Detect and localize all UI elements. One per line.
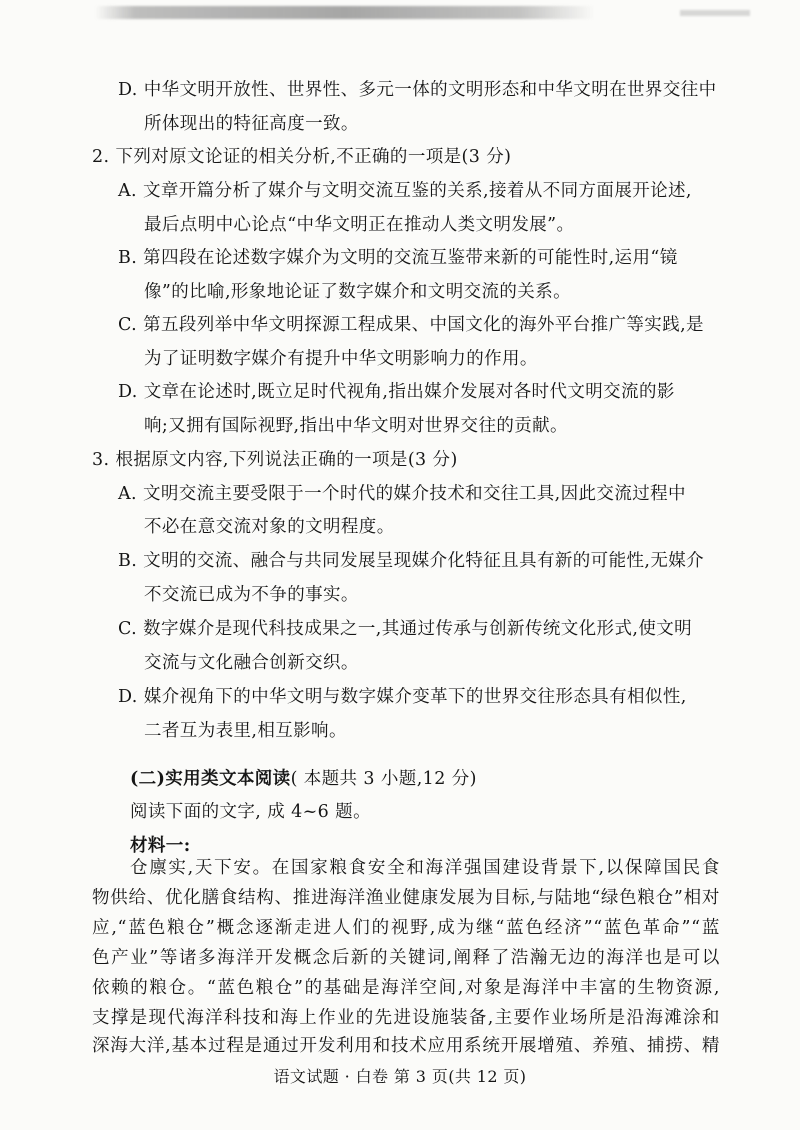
section2-instruction: 阅读下面的文字, 成 4~6 题。 xyxy=(130,802,371,822)
q3-option-b-line1: B. 文明的交流、融合与共同发展呈现媒介化特征且具有新的可能性,无媒介 xyxy=(118,551,705,571)
q2-stem: 2. 下列对原文论证的相关分析,不正确的一项是(3 分) xyxy=(92,147,512,167)
q2-option-b-line2: 像”的比喻,形象地论证了数字媒介和文明交流的关系。 xyxy=(144,282,572,302)
material-para-line3: 应,“蓝色粮仓”概念逐渐走进人们的视野,成为继“蓝色经济”“蓝色革命”“蓝 xyxy=(92,918,720,938)
scan-artifact xyxy=(95,6,595,19)
q2-option-c-line2: 为了证明数字媒介有提升中华文明影响力的作用。 xyxy=(144,349,538,369)
material-para-line4: 色产业”等诸多海洋开发概念后新的关键词,阐释了浩瀚无边的海洋也是可以 xyxy=(92,948,720,968)
q1-option-d-line2: 所体现出的特征高度一致。 xyxy=(144,114,359,134)
q3-option-b-line2: 不交流已成为不争的事实。 xyxy=(144,585,359,605)
q3-option-d-line2: 二者互为表里,相互影响。 xyxy=(144,721,347,741)
q3-option-a-line2: 不必在意交流对象的文明程度。 xyxy=(144,517,395,537)
q1-option-d-line1: D. 中华文明开放性、世界性、多元一体的文明形态和中华文明在世界交往中 xyxy=(118,80,717,100)
q3-option-c-line2: 交流与文化融合创新交织。 xyxy=(144,653,359,673)
material-para-line7: 深海大洋,基本过程是通过开发利用和技术应用系统开展增殖、养殖、捕捞、精 xyxy=(92,1036,720,1056)
section2-title: (二)实用类文本阅读 xyxy=(130,769,291,789)
q3-stem: 3. 根据原文内容,下列说法正确的一项是(3 分) xyxy=(92,450,458,470)
q2-option-a-line1: A. 文章开篇分析了媒介与文明交流互鉴的关系,接着从不同方面展开论述, xyxy=(118,181,692,201)
scan-artifact-2 xyxy=(680,10,750,16)
material-para-line5: 依赖的粮仓。“蓝色粮仓”的基础是海洋空间,对象是海洋中丰富的生物资源, xyxy=(92,978,720,998)
material-para-line1: 仓廪实,天下安。在国家粮食安全和海洋强国建设背景下,以保障国民食 xyxy=(130,858,720,878)
q3-option-c-line1: C. 数字媒介是现代科技成果之一,其通过传承与创新传统文化形式,使文明 xyxy=(118,619,693,639)
q3-option-a-line1: A. 文明交流主要受限于一个时代的媒介技术和交往工具,因此交流过程中 xyxy=(118,484,686,504)
material-para-line2: 物供给、优化膳食结构、推进海洋渔业健康发展为目标,与陆地“绿色粮仓”相对 xyxy=(92,888,720,908)
q2-option-b-line1: B. 第四段在论述数字媒介为文明的交流互鉴带来新的可能性时,运用“镜 xyxy=(118,248,678,268)
q3-option-d-line1: D. 媒介视角下的中华文明与数字媒介变革下的世界交往形态具有相似性, xyxy=(118,687,687,707)
material-para-line6: 支撑是现代海洋科技和海上作业的先进设施装备,主要作业场所是沿海滩涂和 xyxy=(92,1008,720,1028)
q2-option-c-line1: C. 第五段列举中华文明探源工程成果、中国文化的海外平台推广等实践,是 xyxy=(118,315,704,335)
q2-option-a-line2: 最后点明中心论点“中华文明正在推动人类文明发展”。 xyxy=(144,215,575,235)
material-label: 材料一: xyxy=(130,836,191,856)
section2-title-suffix: ( 本题共 3 小题,12 分) xyxy=(290,769,477,789)
q2-option-d-line1: D. 文章在论述时,既立足时代视角,指出媒介发展对各时代文明交流的影 xyxy=(118,382,675,402)
page-footer: 语文试题 · 白卷 第 3 页(共 12 页) xyxy=(273,1067,527,1086)
section2-heading xyxy=(130,767,477,791)
q2-option-d-line2: 响;又拥有国际视野,指出中华文明对世界交往的贡献。 xyxy=(144,416,568,436)
